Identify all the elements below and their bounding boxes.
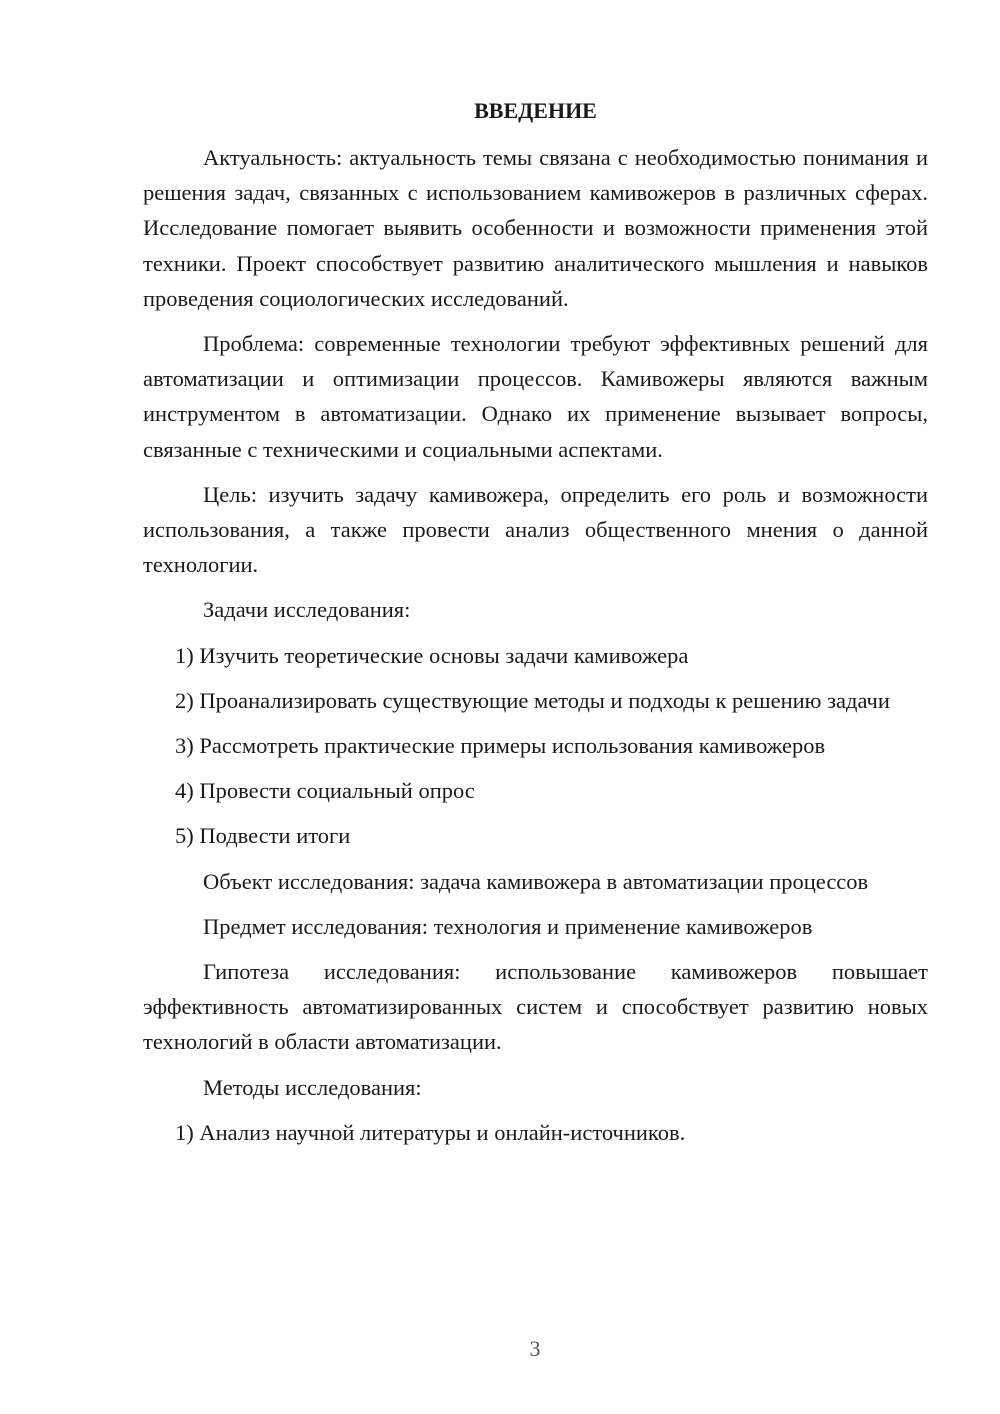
list-item-method-1: 1) Анализ научной литературы и онлайн-источников. [175, 1119, 686, 1145]
paragraph-problem: Проблема: современные технологии требуют эффективных решений для автоматизации и оптимизации процессов. Камивожеры являются важным инструментом в автоматизации. Однако их применение вызывает вопросы, связанные с техническими и социальными аспектами. [143, 331, 928, 462]
list-item-task-4: 4) Провести социальный опрос [175, 778, 475, 804]
page-content [143, 96, 928, 1150]
paragraph-methods-heading: Методы исследования: [203, 1074, 422, 1100]
page-title: ВВЕДЕНИЕ [474, 98, 597, 123]
list-item-task-2: 2) Проанализировать существующие методы и подходы к решению задачи [175, 687, 890, 713]
list-item-task-1: 1) Изучить теоретические основы задачи камивожера [175, 642, 689, 668]
paragraph-goal: Цель: изучить задачу камивожера, определить его роль и возможности использования, а также провести анализ общественного мнения о данной технологии. [143, 481, 928, 578]
paragraph-subject: Предмет исследования: технология и применение камивожеров [203, 913, 813, 939]
paragraph-hypothesis: Гипотеза исследования: использование камивожеров повышает эффективность автоматизированных систем и способствует развитию новых технологий в области автоматизации. [143, 959, 928, 1055]
list-item-task-3: 3) Рассмотреть практические примеры использования камивожеров [175, 733, 826, 759]
paragraph-relevance: Актуальность: актуальность темы связана с необходимостью понимания и решения задач, связанных с использованием камивожеров в различных сферах. Исследование помогает выявить особенности и возможности применения этой техники. Проект способствует развитию аналитического мышления и навыков проведения социологических исследований. [143, 145, 928, 311]
paragraph-tasks-heading: Задачи исследования: [203, 597, 411, 623]
page-number: 3 [529, 1336, 541, 1361]
list-item-task-5: 5) Подвести итоги [175, 823, 351, 849]
paragraph-object: Объект исследования: задача камивожера в автоматизации процессов [203, 868, 869, 894]
